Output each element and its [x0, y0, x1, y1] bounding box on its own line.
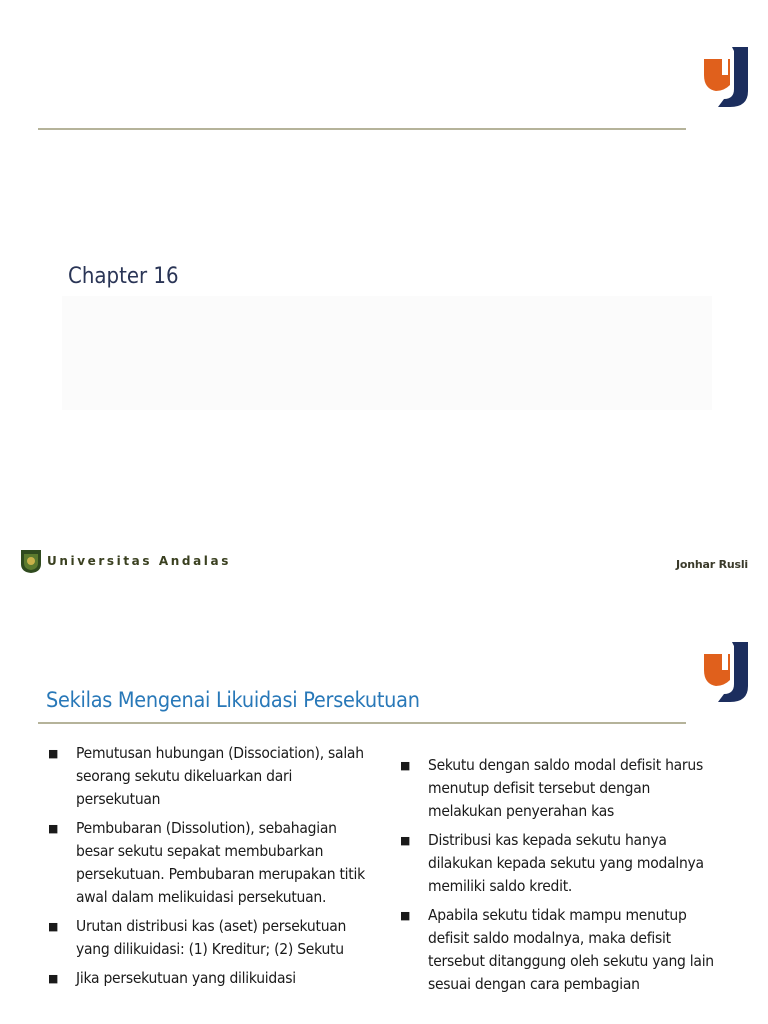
list-item: ■ Urutan distribusi kas (aset) persekutuan yang dilikuidasi: (1) Kreditur; (2) Sekutu — [48, 917, 347, 958]
list-item: ■ Sekutu dengan saldo modal defisit harus menutup defisit tersebut dengan melakukan penyerahan kas — [400, 756, 703, 820]
list-item: ■ Pemutusan hubungan (Dissociation), salah seorang sekutu dikeluarkan dari persekutuan — [48, 744, 364, 808]
left-bullet-list — [48, 742, 368, 996]
header-rule — [38, 128, 686, 130]
right-bullet-list — [400, 754, 725, 1002]
list-item: ■ Pembubaran (Dissolution), sebahagian besar sekutu sepakat membubarkan persekutuan. Pembubaran merupakan titik awal dalam melikuidasi persekutuan. — [48, 819, 365, 906]
header-rule — [38, 722, 686, 724]
uj-logo-icon — [702, 640, 752, 704]
slide-2 — [0, 582, 768, 1024]
uj-logo-icon — [702, 45, 752, 109]
slide-title: Sekilas Mengenai Likuidasi Persekutuan — [46, 688, 420, 712]
list-item: ■ Apabila sekutu tidak mampu menutup defisit saldo modalnya, maka defisit tersebut ditanggung oleh sekutu yang lain sesuai dengan cara pembagian — [400, 906, 714, 993]
list-item: ■ Distribusi kas kepada sekutu hanya dilakukan kepada sekutu yang modalnya memiliki saldo kredit. — [400, 831, 704, 895]
footer-university — [19, 546, 231, 576]
author-name: Jonhar Rusli — [676, 558, 748, 571]
subtitle-box — [62, 296, 712, 410]
chapter-title: Chapter 16 — [68, 264, 179, 289]
university-seal-icon — [19, 548, 43, 574]
university-name: Universitas Andalas — [47, 554, 231, 568]
list-item: ■ Jika persekutuan yang dilikuidasi — [48, 969, 296, 987]
